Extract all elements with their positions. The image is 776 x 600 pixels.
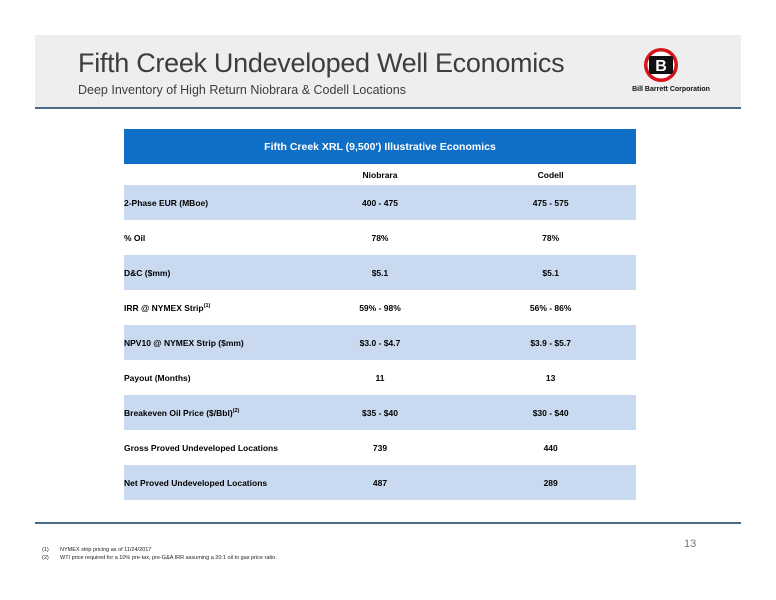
row-metric-label: NPV10 @ NYMEX Strip ($mm) <box>124 337 244 348</box>
row-codell-value: 475 - 575 <box>465 185 636 220</box>
row-niobrara-value: 78% <box>371 232 389 243</box>
footnote-reference: (2) <box>232 407 240 414</box>
row-metric-label: 2-Phase EUR (MBoe) <box>124 197 209 208</box>
row-metric-cell <box>124 185 295 220</box>
footnote-text: NYMEX strip pricing as of 11/24/2017 <box>60 547 152 553</box>
row-metric-cell <box>124 395 295 430</box>
footnote-mark: (2) <box>42 555 49 561</box>
table-row <box>124 360 636 395</box>
row-metric-label: Payout (Months) <box>124 372 191 383</box>
header-divider <box>35 107 741 109</box>
company-name: Bill Barrett Corporation <box>632 86 710 93</box>
table-row <box>124 255 636 290</box>
row-codell-value: 289 <box>465 465 636 500</box>
row-niobrara-value: 11 <box>375 372 385 383</box>
row-codell-value: 78% <box>542 232 560 243</box>
table-row <box>124 325 636 360</box>
row-metric-label: D&C ($mm) <box>124 267 171 278</box>
table-row <box>124 290 636 325</box>
row-niobrara-value: $5.1 <box>295 255 466 290</box>
footnote <box>42 554 277 562</box>
table-row <box>124 465 636 500</box>
table-row <box>124 395 636 430</box>
row-niobrara-value: 400 - 475 <box>295 185 466 220</box>
row-codell-value: $3.9 - $5.7 <box>465 325 636 360</box>
column-header-row <box>124 164 636 185</box>
row-metric-cell <box>124 290 295 325</box>
row-metric-cell <box>124 430 295 465</box>
page-number: 13 <box>684 538 697 550</box>
column-header-niobrara: Niobrara <box>362 169 398 180</box>
table-body <box>124 164 636 500</box>
row-metric-cell <box>124 360 295 395</box>
table-row <box>124 430 636 465</box>
row-codell-value: 440 <box>543 442 558 453</box>
footnote-reference: (1) <box>203 302 211 309</box>
row-codell-value: 56% - 86% <box>529 302 572 313</box>
row-metric-cell <box>124 220 295 255</box>
row-metric-label: % Oil <box>124 232 146 243</box>
row-niobrara-value: 739 <box>372 442 388 453</box>
row-metric-cell <box>124 325 295 360</box>
row-metric-label: Breakeven Oil Price ($/Bbl) <box>124 407 233 418</box>
company-logo <box>626 46 716 96</box>
row-niobrara-value: $3.0 - $4.7 <box>295 325 466 360</box>
page-title: Fifth Creek Undeveloped Well Economics <box>78 48 565 78</box>
table-caption: Fifth Creek XRL (9,500') Illustrative Economics <box>124 129 636 164</box>
footnote-mark: (1) <box>42 547 49 553</box>
footer-divider <box>35 522 741 524</box>
row-niobrara-value: $35 - $40 <box>295 395 466 430</box>
column-header-codell: Codell <box>537 169 564 180</box>
table-row <box>124 220 636 255</box>
row-niobrara-value: 59% - 98% <box>359 302 401 313</box>
row-metric-label: Net Proved Undeveloped Locations <box>124 477 268 488</box>
footnote-text: WTI price required for a 10% pre-tax, pre-G&A IRR assuming a 20:1 oil to gas price ratio. <box>60 555 277 561</box>
row-codell-value: 13 <box>545 372 556 383</box>
row-metric-label: IRR @ NYMEX Strip <box>124 302 204 313</box>
row-niobrara-value: 487 <box>295 465 466 500</box>
column-header-blank <box>124 164 295 185</box>
row-metric-label: Gross Proved Undeveloped Locations <box>124 442 278 453</box>
economics-table <box>124 129 636 500</box>
row-codell-value: $30 - $40 <box>465 395 636 430</box>
footnote <box>42 546 277 554</box>
footnotes <box>42 546 277 562</box>
bill-barrett-logo-icon <box>642 46 680 84</box>
row-metric-cell <box>124 255 295 290</box>
row-metric-cell <box>124 465 295 500</box>
row-codell-value: $5.1 <box>465 255 636 290</box>
logo-letter: B <box>655 58 667 75</box>
page-subtitle: Deep Inventory of High Return Niobrara & Codell Locations <box>78 83 406 97</box>
table-row <box>124 185 636 220</box>
